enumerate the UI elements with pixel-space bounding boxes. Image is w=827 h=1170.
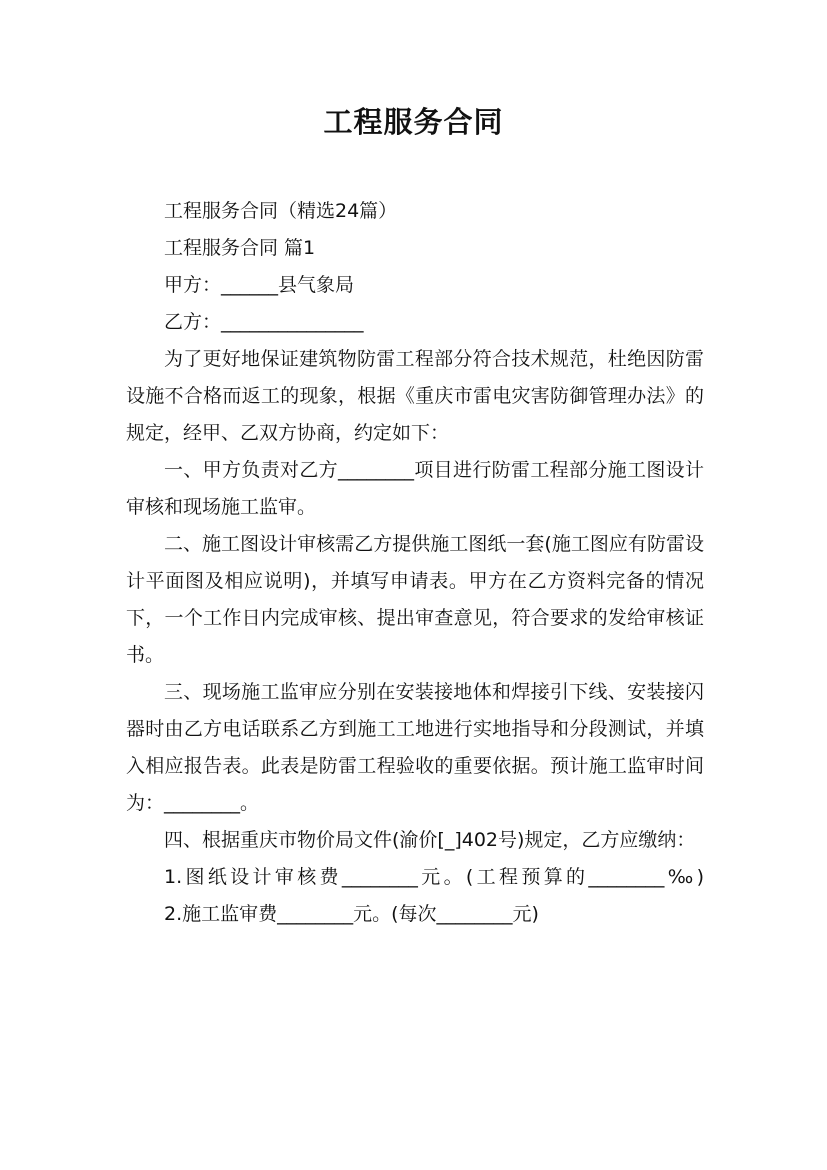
- document-title: 工程服务合同: [323, 105, 504, 139]
- paragraph-fee-1: 1.图纸设计审核费________元。(工程预算的________‰): [164, 866, 704, 888]
- paragraph-clause-3: 三、现场施工监审应分别在安装接地体和焊接引下线、安装接闪器时由乙方电话联系乙方到施工工地进行实地指导和分段测试，并填入相应报告表。此表是防雷工程验收的重要依据。预计施工监审时间为：________。: [126, 681, 704, 814]
- paragraph-section-heading: 工程服务合同 篇1: [164, 237, 316, 259]
- paragraph-clause-4: 四、根据重庆市物价局文件(渝价[_]402号)规定，乙方应缴纳：: [164, 829, 696, 851]
- paragraph-party-b: 乙方：_______________: [164, 311, 364, 333]
- paragraph-clause-1: 一、甲方负责对乙方________项目进行防雷工程部分施工图设计审核和现场施工监审。: [126, 459, 704, 518]
- paragraph-fee-2: 2.施工监审费________元。(每次________元): [164, 903, 539, 925]
- paragraph-subtitle: 工程服务合同（精选24篇）: [164, 200, 398, 222]
- paragraph-preamble: 为了更好地保证建筑物防雷工程部分符合技术规范，杜绝因防雷设施不合格而返工的现象，根据《重庆市雷电灾害防御管理办法》的规定，经甲、乙双方协商，约定如下：: [126, 348, 704, 444]
- paragraph-party-a: 甲方：______县气象局: [164, 274, 355, 296]
- paragraph-clause-2: 二、施工图设计审核需乙方提供施工图纸一套(施工图应有防雷设计平面图及相应说明)，并填写申请表。甲方在乙方资料完备的情况下，一个工作日内完成审核、提出审查意见，符合要求的发给审核证书。: [126, 533, 704, 666]
- document-body: [126, 193, 704, 933]
